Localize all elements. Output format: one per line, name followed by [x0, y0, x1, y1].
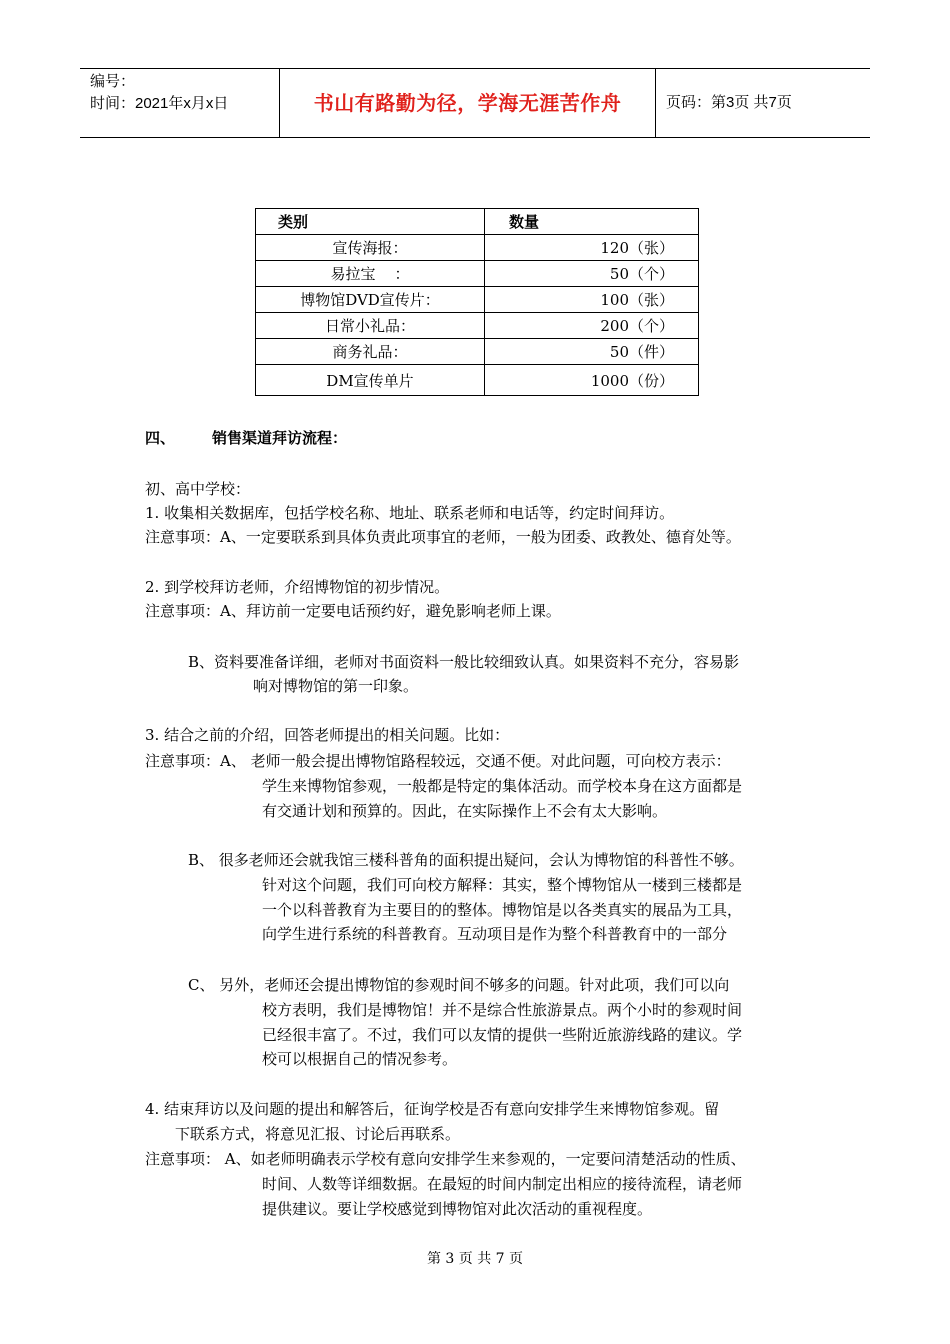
step-2-note-b-cont: 响对博物馆的第一印象。: [253, 677, 419, 695]
header-motto: 书山有路勤为径，学海无涯苦作舟: [280, 69, 656, 137]
item-quantity: 50（件）: [485, 339, 699, 365]
step-3-note-c-cont: 校方表明，我们是博物馆！并不是综合性旅游景点。两个小时的参观时间: [262, 1001, 743, 1019]
step-1-note: 注意事项：A、一定要联系到具体负责此项事宜的老师，一般为团委、政教处、德育处等。: [145, 528, 741, 546]
item-name: DM宣传单片: [256, 365, 485, 396]
item-name: 宣传海报：: [256, 235, 485, 261]
step-2-note-a: 注意事项：A、拜访前一定要电话预约好，避免影响老师上课。: [145, 602, 561, 620]
item-quantity: 100（张）: [485, 287, 699, 313]
item-name: 日常小礼品：: [256, 313, 485, 339]
materials-table: [255, 208, 699, 396]
intro-line: 初、高中学校：: [145, 480, 251, 498]
section-title: 销售渠道拜访流程：: [212, 429, 348, 447]
item-quantity: 120（张）: [485, 235, 699, 261]
item-quantity: 1000（份）: [485, 365, 699, 396]
step-3-note-c: C、 另外，老师还会提出博物馆的参观时间不够多的问题。针对此项，我们可以向: [188, 976, 730, 994]
step-4-note-a-cont: 提供建议。要让学校感觉到博物馆对此次活动的重视程度。: [262, 1200, 653, 1218]
item-name: 易拉宝 ：: [256, 261, 485, 287]
step-4: 4. 结束拜访以及问题的提出和解答后，征询学校是否有意向安排学生来博物馆参观。留: [145, 1100, 720, 1118]
item-name: 商务礼品：: [256, 339, 485, 365]
item-quantity: 200（个）: [485, 313, 699, 339]
step-3-note-a-cont: 有交通计划和预算的。因此，在实际操作上不会有太大影响。: [262, 802, 668, 820]
page-header: [80, 68, 870, 138]
step-3-note-b-cont: 一个以科普教育为主要目的的整体。博物馆是以各类真实的展品为工具，: [262, 901, 743, 919]
page-footer: 第 3 页 共 7 页: [426, 1251, 524, 1267]
document-number: 编号：: [90, 73, 136, 90]
table-row: [256, 235, 699, 261]
step-3: 3. 结合之前的介绍，回答老师提出的相关问题。比如：: [145, 726, 510, 744]
col-header-quantity: 数量: [485, 209, 699, 235]
section-number: 四、: [145, 429, 176, 447]
table-row: [256, 339, 699, 365]
table-header-row: [256, 209, 699, 235]
table-row: [256, 365, 699, 396]
table-row: [256, 313, 699, 339]
step-3-note-b-cont: 向学生进行系统的科普教育。互动项目是作为整个科普教育中的一部分: [262, 925, 728, 943]
step-1: 1. 收集相关数据库，包括学校名称、地址、联系老师和电话等，约定时间拜访。: [145, 504, 675, 522]
step-2: 2. 到学校拜访老师，介绍博物馆的初步情况。: [145, 578, 450, 596]
col-header-category: 类别: [256, 209, 485, 235]
header-meta: [80, 69, 280, 137]
step-3-note-a-cont: 学生来博物馆参观，一般都是特定的集体活动。而学校本身在这方面都是: [262, 777, 743, 795]
header-page-number: 页码：第3页 共7页: [666, 94, 792, 111]
step-3-note-b-cont: 针对这个问题，我们可向校方解释：其实，整个博物馆从一楼到三楼都是: [262, 876, 743, 894]
step-3-note-a: 注意事项：A、 老师一般会提出博物馆路程较远，交通不便。对此问题，可向校方表示：: [145, 752, 731, 770]
step-4-cont: 下联系方式，将意见汇报、讨论后再联系。: [175, 1125, 461, 1143]
step-3-note-c-cont: 已经很丰富了。不过，我们可以友情的提供一些附近旅游线路的建议。学: [262, 1026, 743, 1044]
document-date: 时间：2021年x月x日: [90, 95, 229, 112]
table-row: [256, 261, 699, 287]
item-name: 博物馆DVD宣传片：: [256, 287, 485, 313]
step-3-note-b: B、 很多老师还会就我馆三楼科普角的面积提出疑问，会认为博物馆的科普性不够。: [188, 851, 744, 869]
table-row: [256, 287, 699, 313]
step-3-note-c-cont: 校可以根据自己的情况参考。: [262, 1050, 458, 1068]
item-quantity: 50（个）: [485, 261, 699, 287]
step-4-note-a: 注意事项： A、如老师明确表示学校有意向安排学生来参观的，一定要问清楚活动的性质、: [145, 1150, 746, 1168]
step-4-note-a-cont: 时间、人数等详细数据。在最短的时间内制定出相应的接待流程，请老师: [262, 1175, 743, 1193]
step-2-note-b: B、资料要准备详细，老师对书面资料一般比较细致认真。如果资料不充分，容易影: [188, 653, 740, 671]
